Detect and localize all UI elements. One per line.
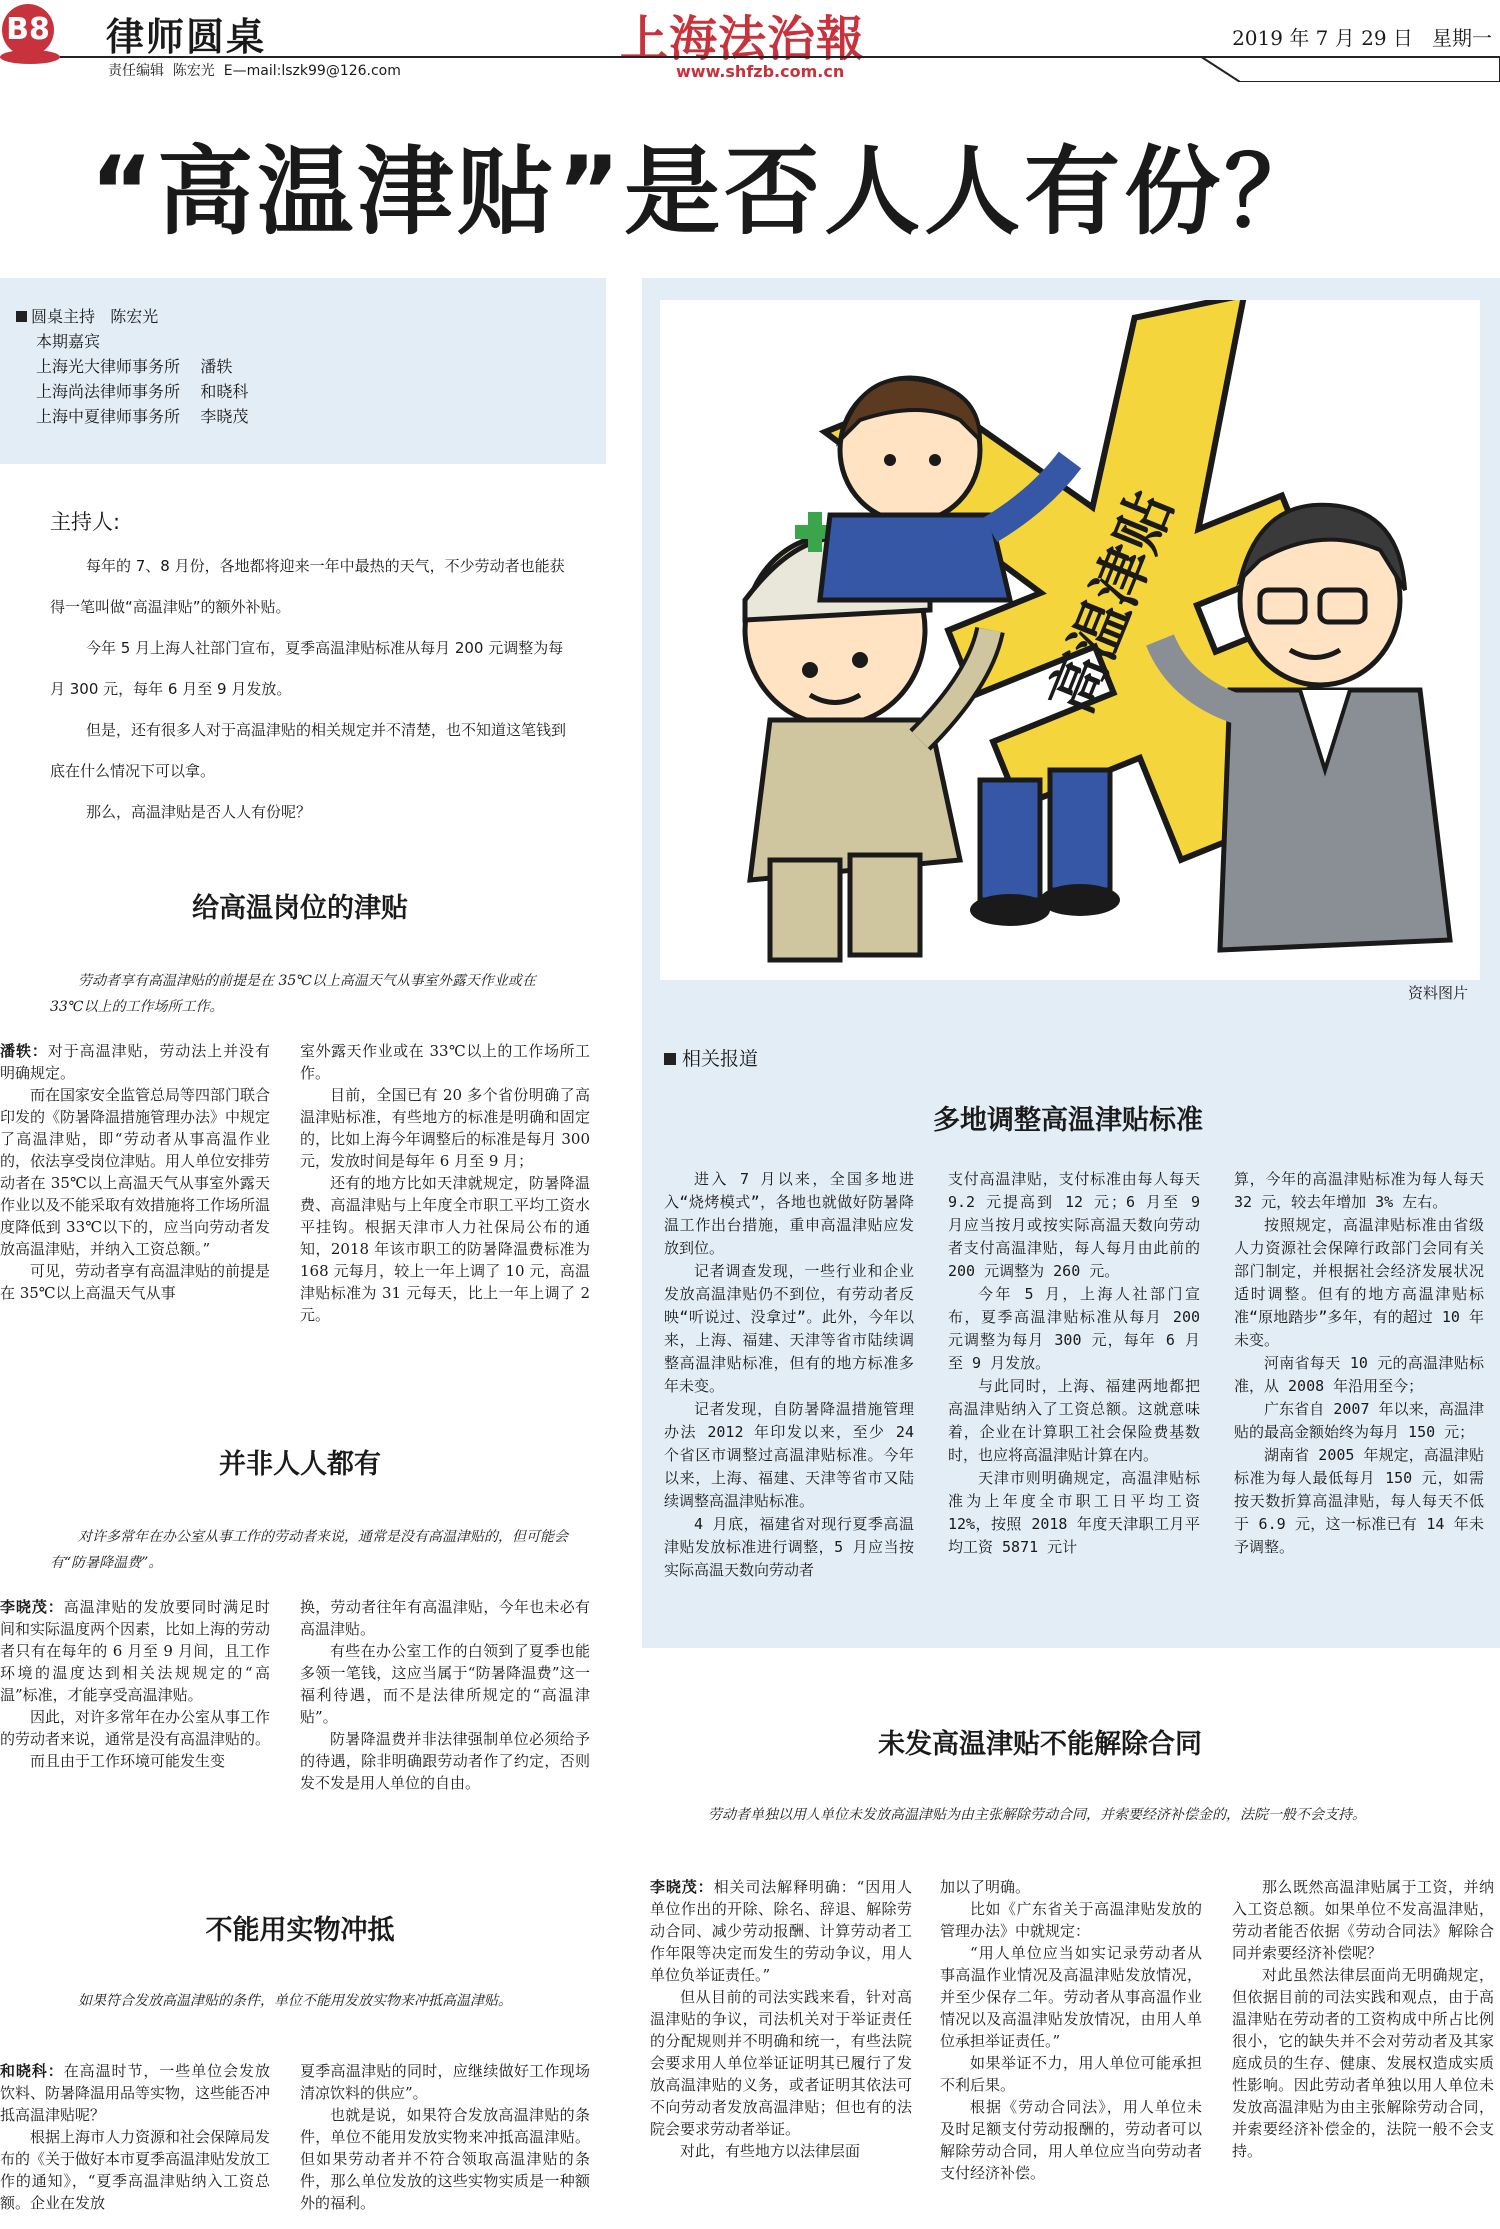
section-title: 给高温岗位的津贴 xyxy=(192,893,408,924)
cartoon-illustration xyxy=(660,300,1480,980)
article-paragraph: 也就是说，如果符合发放高温津贴的条件，单位不能用发放实物来冲抵高温津贴。但如果劳动者并不符合领取高温津贴的条件，那么单位发放的这些实物实质是一种额外的福利。 xyxy=(300,2106,590,2212)
article-paragraph: 根据《劳动合同法》，用人单位未及时足额支付劳动报酬的，劳动者可以解除劳动合同，用人单位应当向劳动者支付经济补偿。 xyxy=(940,2098,1202,2182)
article-column xyxy=(0,1040,270,1304)
article-paragraph: 广东省自 2007 年以来，高温津贴的最高金额始终为每月 150 元； xyxy=(1234,1400,1484,1441)
host-label: 主持人: xyxy=(50,510,121,534)
article-paragraph: 还有的地方比如天津就规定，防暑降温费、高温津贴与上年度全市职工平均工资水平挂钩。根据天津市人力社保局公布的通知，2018 年该市职工的防暑降温费标准为 168 元每月，较上一年上调了 10 元，高温津贴标准为 31 元每天，比上一年上调了 2 元。 xyxy=(300,1174,590,1324)
speaker-name: 潘轶： xyxy=(0,1042,48,1060)
intro-paragraph: 每年的 7、8 月份，各地都将迎来一年中最热的天气，不少劳动者也能获得一笔叫做“高温津贴”的额外补贴。 xyxy=(50,557,565,616)
article-paragraph: 进入 7 月以来，全国多地进入“烧烤模式”，各地也就做好防暑降温工作出台措施，重申高温津贴应发放到位。 xyxy=(664,1170,914,1257)
article-paragraph: 与此同时，上海、福建两地都把高温津贴纳入了工资总额。这就意味着，企业在计算职工社会保险费基数时，也应将高温津贴计算在内。 xyxy=(948,1377,1200,1464)
article-paragraph: 对此虽然法律层面尚无明确规定，但依据目前的司法实践和观点，由于高温津贴在劳动者的工资构成中所占比例很小，它的缺失并不会对劳动者及其家庭成员的生存、健康、发展权造成实质性影响。因此劳动者单独以用人单位未发放高温津贴为由主张解除劳动合同，并索要经济补偿金的，法院一般不会支持。 xyxy=(1232,1966,1494,2160)
issue-date: 2019 年 7 月 29 日 星期一 xyxy=(1232,26,1492,50)
related-column xyxy=(1234,1168,1484,1559)
section-lead: 对许多常年在办公室从事工作的劳动者来说，通常是没有高温津贴的，但可能会有“防暑降温费”。 xyxy=(50,1529,568,1571)
sign-text: 高温津贴 xyxy=(1036,482,1187,723)
page-number-badge: B8 xyxy=(2,4,54,56)
article-paragraph: 室外露天作业或在 33℃以上的工作场所工作。 xyxy=(300,1042,590,1082)
masthead-ribbon xyxy=(1200,56,1500,82)
article-paragraph: 记者发现，自防暑降温措施管理办法 2012 年印发以来，至少 24 个省区市调整过高温津贴标准。今年以来，上海、福建、天津等省市又陆续调整高温津贴标准。 xyxy=(664,1400,914,1510)
guest-label: 本期嘉宾 xyxy=(36,332,101,351)
host-line: 圆桌主持 陈宏光 xyxy=(16,304,606,329)
paper-url: www.shfzb.com.cn xyxy=(676,62,845,81)
article-paragraph: 支付高温津贴，支付标准由每人每天 9.2 元提高到 12 元；6 月至 9 月应当按月或按实际高温天数向劳动者支付高温津贴，每人每月由此前的 200 元调整为 260 元。 xyxy=(948,1170,1200,1280)
article-column xyxy=(940,1876,1202,2184)
article-paragraph: 那么既然高温津贴属于工资，并纳入工资总额。如果单位不发高温津贴，劳动者能否依据《劳动合同法》解除合同并索要经济补偿呢？ xyxy=(1232,1878,1494,1962)
article-column xyxy=(300,1596,590,1794)
article-paragraph: 因此，对许多常年在办公室从事工作的劳动者来说，通常是没有高温津贴的。 xyxy=(0,1708,271,1748)
article-paragraph: 根据上海市人力资源和社会保障局发布的《关于做好本市夏季高温津贴发放工作的通知》，“夏季高温津贴纳入工资总额。企业在发放 xyxy=(0,2128,271,2212)
article-paragraph: 换，劳动者往年有高温津贴，今年也未必有高温津贴。 xyxy=(300,1598,590,1638)
related-tag: 相关报道 xyxy=(664,1044,758,1071)
article-column xyxy=(650,1876,912,2162)
speaker-name: 李晓茂： xyxy=(650,1878,714,1896)
article-paragraph: 而在国家安全监管总局等四部门联合印发的《防暑降温措施管理办法》中规定了高温津贴，即“劳动者从事高温作业的，依法享受岗位津贴。用人单位安排劳动者在 35℃以上高温天气从事室外露天作业以及不能采取有效措施将工作场所温度降低到 33℃以下的，应当向劳动者发放高温津贴，并纳入工资总额。” xyxy=(0,1086,271,1258)
article-paragraph: 和晓科：在高温时节，一些单位会发放饮料、防暑降温用品等实物，这些能否冲抵高温津贴呢？ xyxy=(0,2062,271,2124)
article-paragraph: 比如《广东省关于高温津贴发放的管理办法》中就规定： xyxy=(940,1900,1202,1940)
article-paragraph: 有些在办公室工作的白领到了夏季也能多领一笔钱，这应当属于“防暑降温费”这一福利待遇，而不是法律所规定的“高温津贴”。 xyxy=(300,1642,590,1726)
guest-line: 上海尚法律师事务所 和晓科 xyxy=(36,382,249,401)
image-caption: 资料图片 xyxy=(1408,984,1469,1002)
guest-line: 上海光大律师事务所 潘轶 xyxy=(36,357,233,376)
related-title: 多地调整高温津贴标准 xyxy=(933,1105,1203,1136)
section-title: 并非人人都有 xyxy=(219,1449,381,1480)
masthead xyxy=(0,0,1500,85)
article-paragraph: 防暑降温费并非法律强制单位必须给予的待遇，除非明确跟劳动者作了约定，否则发不发是用人单位的自由。 xyxy=(300,1730,590,1792)
intro-paragraph: 那么，高温津贴是否人人有份呢？ xyxy=(86,803,312,821)
article-paragraph: 按照规定，高温津贴标准由省级人力资源社会保障行政部门会同有关部门制定，并根据社会经济发展状况适时调整。但有的地方高温津贴标准“原地踏步”多年，有的超过 10 年未变。 xyxy=(1234,1216,1484,1349)
article-paragraph: 湖南省 2005 年规定，高温津贴标准为每人最低每月 150 元，如需按天数折算高温津贴，每人每天不低于 6.9 元，这一标准已有 14 年未予调整。 xyxy=(1234,1446,1484,1556)
section-name: 律师圆桌 xyxy=(106,15,267,59)
related-column xyxy=(948,1168,1200,1559)
article-paragraph: 河南省每天 10 元的高温津贴标准，从 2008 年沿用至今； xyxy=(1234,1354,1484,1395)
article-paragraph: 可见，劳动者享有高温津贴的前提是在 35℃以上高温天气从事 xyxy=(0,1262,271,1302)
square-bullet-icon xyxy=(664,1053,676,1065)
article-paragraph: 但从目前的司法实践来看，针对高温津贴的争议，司法机关对于举证责任的分配规则并不明确和统一，有些法院会要求用人单位举证证明其已履行了发放高温津贴的义务，或者证明其依法可不向劳动者发放高温津贴；但也有的法院会要求劳动者举证。 xyxy=(650,1988,912,2138)
article-column xyxy=(0,2060,270,2214)
related-column xyxy=(664,1168,914,1582)
speaker-name: 李晓茂： xyxy=(0,1598,64,1616)
article-paragraph: 记者调查发现，一些行业和企业发放高温津贴仍不到位，有劳动者反映“听说过、没拿过”。此外，今年以来，上海、福建、天津等省市陆续调整高温津贴标准，但有的地方标准多年未变。 xyxy=(664,1262,914,1395)
article-column xyxy=(300,1040,590,1326)
article-paragraph: 如果举证不力，用人单位可能承担不利后果。 xyxy=(940,2054,1202,2094)
article-paragraph: 李晓茂：高温津贴的发放要同时满足时间和实际温度两个因素，比如上海的劳动者只有在每年的 6 月至 9 月间，且工作环境的温度达到相关法规规定的“高温”标准，才能享受高温津贴。 xyxy=(0,1598,271,1704)
article-paragraph: 4 月底，福建省对现行夏季高温津贴发放标准进行调整，5 月应当按实际高温天数向劳动者 xyxy=(664,1515,914,1579)
host-box xyxy=(0,278,606,464)
section-lead: 如果符合发放高温津贴的条件，单位不能用发放实物来冲抵高温津贴。 xyxy=(78,1993,512,2009)
article-paragraph: 对此，有些地方以法律层面 xyxy=(680,2142,861,2160)
paper-logo: 上海法治報 xyxy=(620,11,866,67)
article-column xyxy=(1232,1876,1494,2162)
speaker-name: 和晓科： xyxy=(0,2062,64,2080)
intro-paragraph: 今年 5 月上海人社部门宣布，夏季高温津贴标准从每月 200 元调整为每月 300 元，每年 6 月至 9 月发放。 xyxy=(50,639,564,698)
article-paragraph: 潘轶：对于高温津贴，劳动法上并没有明确规定。 xyxy=(0,1042,270,1082)
article-paragraph: 今年 5 月，上海人社部门宣布，夏季高温津贴标准从每月 200 元调整为每月 300 元，每年 6 月至 9 月发放。 xyxy=(948,1285,1200,1372)
article-paragraph: 加以了明确。 xyxy=(940,1878,1031,1896)
guest-line: 上海中夏律师事务所 李晓茂 xyxy=(36,407,249,426)
section-title: 不能用实物冲抵 xyxy=(205,1915,395,1946)
article-column xyxy=(300,2060,590,2214)
article-paragraph: 而且由于工作环境可能发生变 xyxy=(30,1752,226,1770)
section-lead: 劳动者单独以用人单位未发放高温津贴为由主张解除劳动合同，并索要经济补偿金的，法院一般不会支持。 xyxy=(708,1807,1366,1823)
article-paragraph: 天津市则明确规定，高温津贴标准为上年度全市职工日平均工资 12%，按照 2018 年度天津职工月平均工资 5871 元计 xyxy=(948,1469,1200,1556)
section-title: 未发高温津贴不能解除合同 xyxy=(878,1729,1202,1760)
section-lead: 劳动者享有高温津贴的前提是在 35℃以上高温天气从事室外露天作业或在 33℃以上的工作场所工作。 xyxy=(50,973,536,1015)
headline: “高温津贴”是否人人有份？ xyxy=(90,136,1325,248)
article-paragraph: “用人单位应当如实记录劳动者从事高温作业情况及高温津贴发放情况，并至少保存二年。劳动者从事高温作业情况以及高温津贴发放情况，由用人单位承担举证责任。” xyxy=(940,1944,1202,2050)
article-column xyxy=(0,1596,270,1772)
intro xyxy=(50,506,570,833)
article-paragraph: 夏季高温津贴的同时，应继续做好工作现场清凉饮料的供应”。 xyxy=(300,2062,590,2102)
article-paragraph: 李晓茂：相关司法解释明确：“因用人单位作出的开除、除名、辞退、解除劳动合同、减少劳动报酬、计算劳动者工作年限等决定而发生的劳动争议，用人单位负举证责任。” xyxy=(650,1878,912,1984)
intro-paragraph: 但是，还有很多人对于高温津贴的相关规定并不清楚，也不知道这笔钱到底在什么情况下可以拿。 xyxy=(50,721,567,780)
square-bullet-icon xyxy=(16,311,27,322)
editor-line: 责任编辑 陈宏光 E—mail:lszk99@126.com xyxy=(108,63,401,79)
article-paragraph: 算，今年的高温津贴标准为每人每天 32 元，较去年增加 3% 左右。 xyxy=(1234,1170,1484,1211)
article-paragraph: 目前，全国已有 20 多个省份明确了高温津贴标准，有些地方的标准是明确和固定的，比如上海今年调整后的标准是每月 300 元，发放时间是每年 6 月至 9 月； xyxy=(300,1086,590,1170)
